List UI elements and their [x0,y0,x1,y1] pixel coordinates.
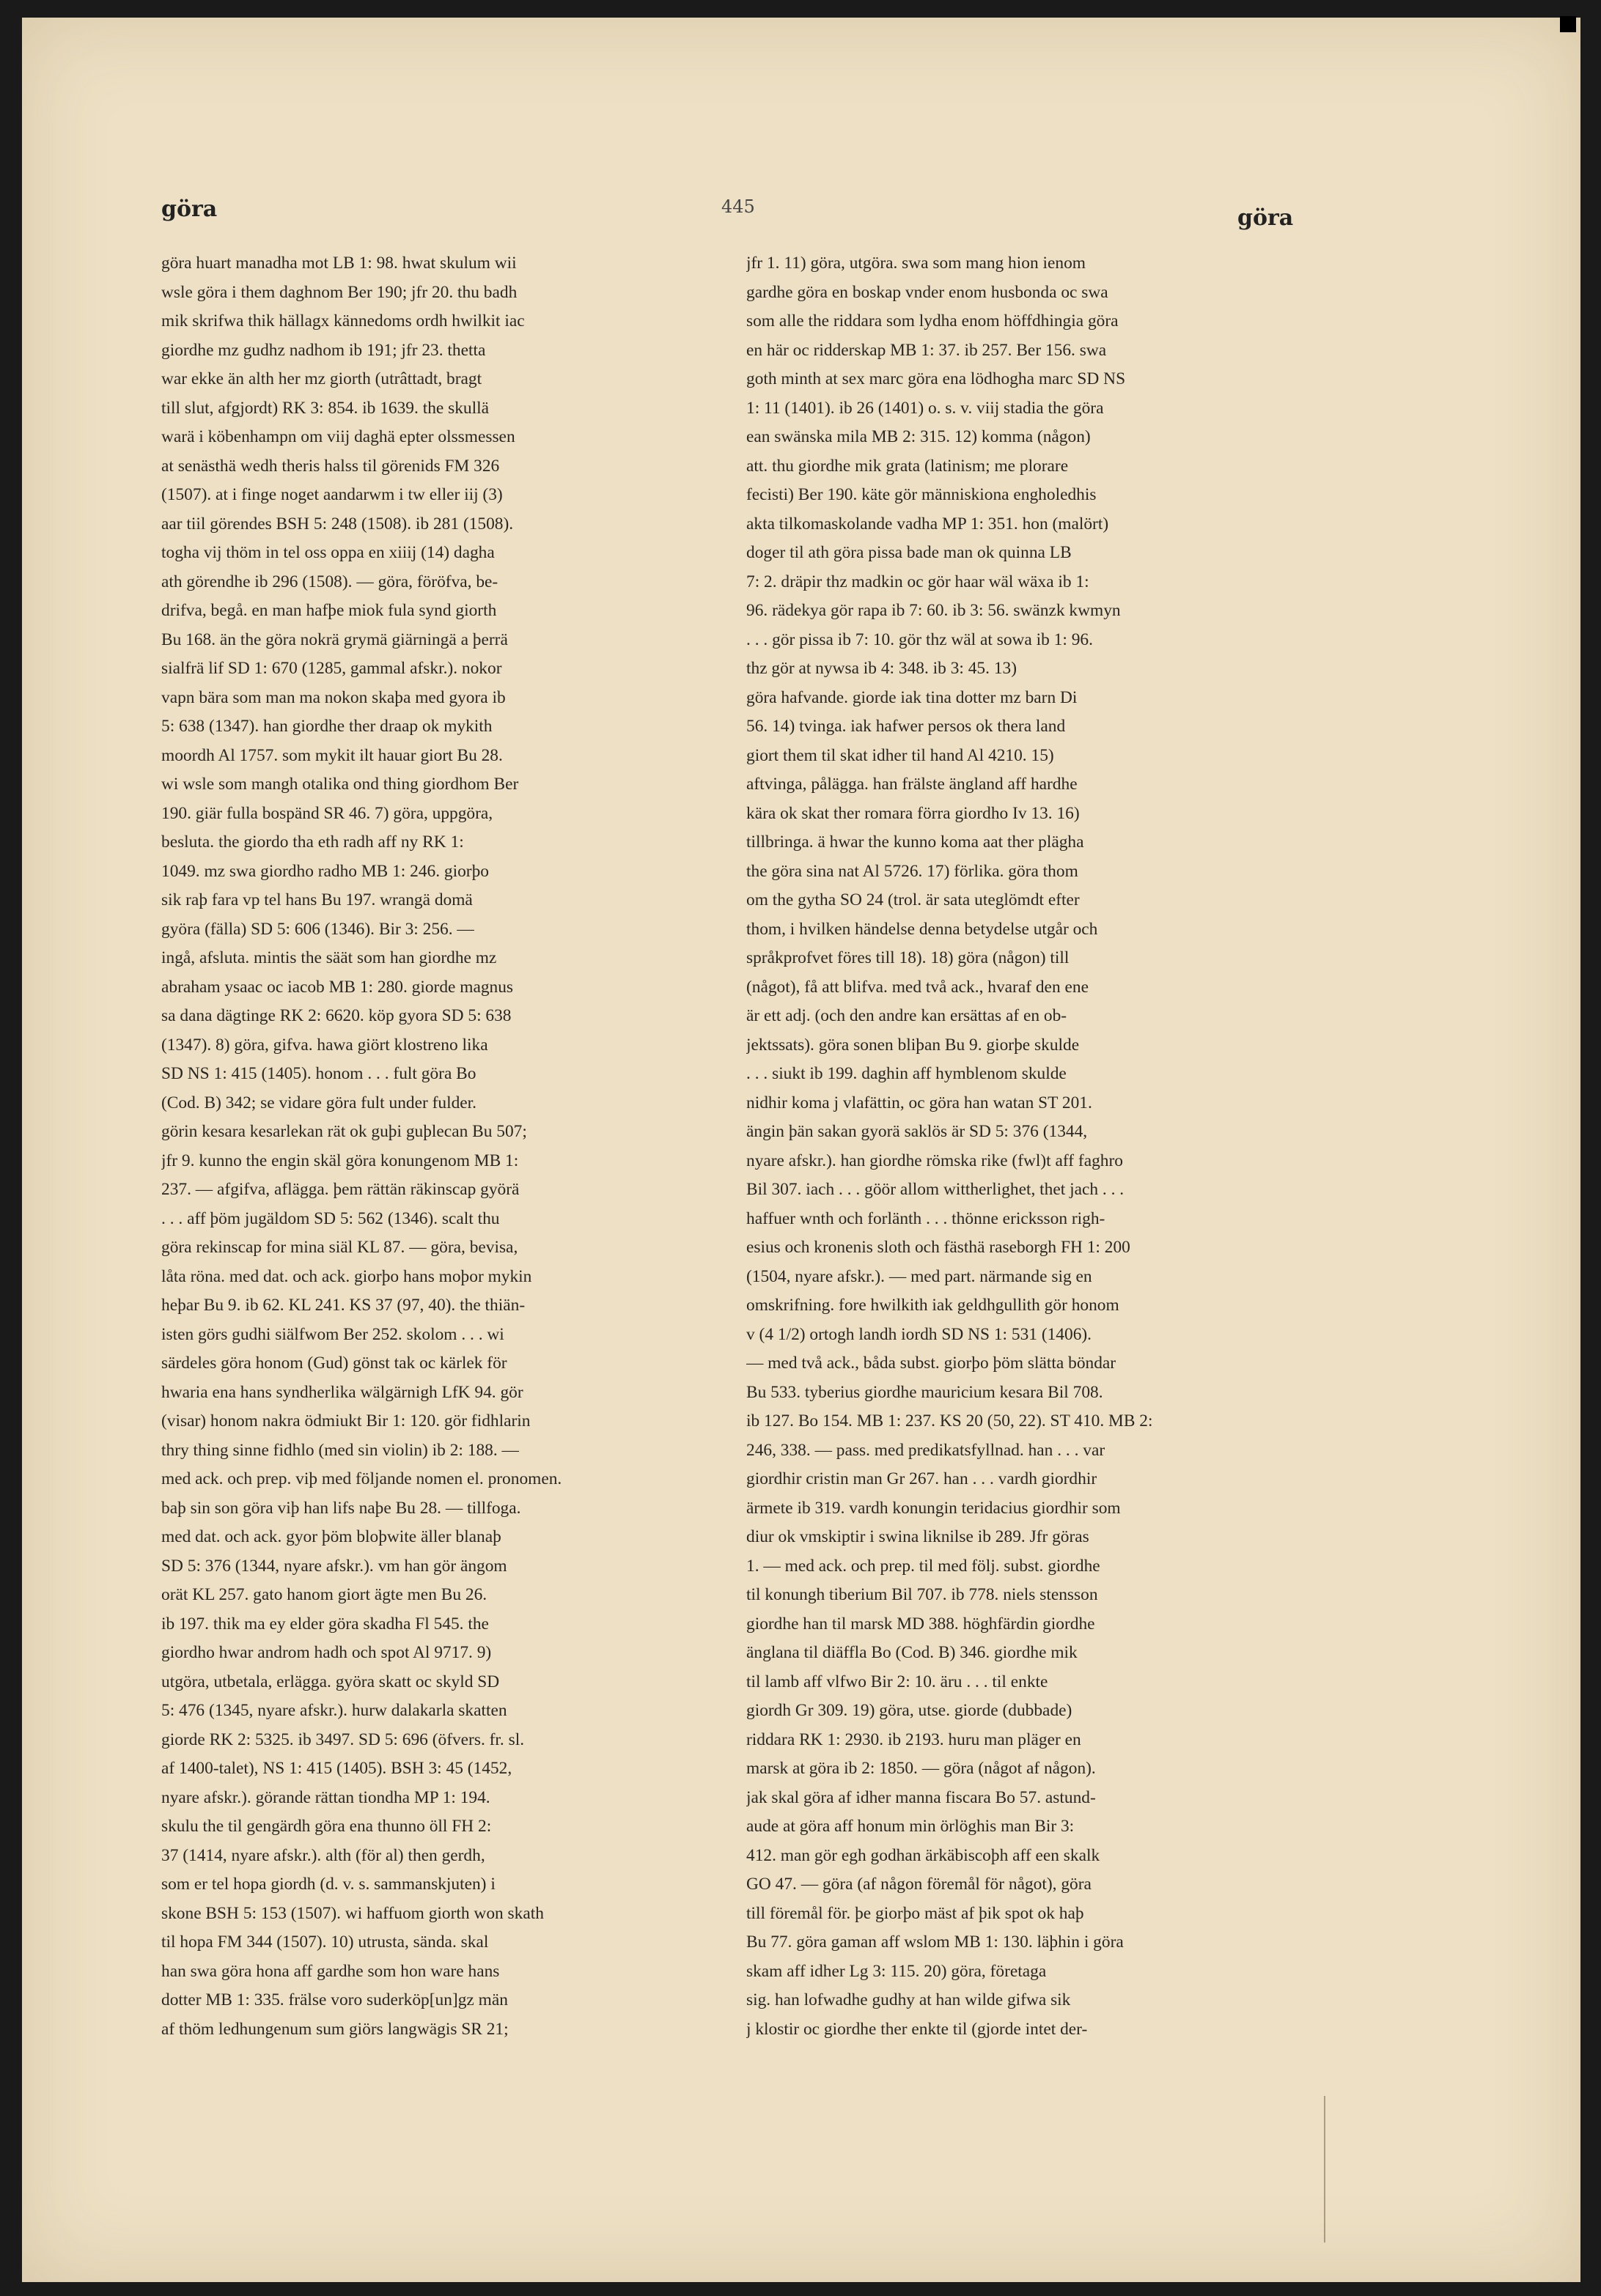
text-line: wi wsle som mangh otalika ond thing giordhom Ber [161,775,519,794]
text-line: låta röna. med dat. och ack. giorþo hans moþor mykin [161,1266,532,1286]
text-line: kära ok skat ther romara förra giordho Iv 13. 16) [746,803,1080,823]
text-line: isten görs gudhi siälfwom Ber 252. skolom . . . wi [161,1324,504,1344]
text-line: nidhir koma j vlafättin, oc göra han watan ST 201. [746,1093,1092,1112]
text-line: thom, i hvilken händelse denna betydelse utgår och [746,919,1098,939]
margin-pencil-mark [1324,2096,1336,2243]
text-line: ib 197. thik ma ey elder göra skadha Fl 545. the [161,1614,489,1634]
text-line: sig. han lofwadhe gudhy at han wilde gifwa sik [746,1990,1071,2009]
text-line: ingå, afsluta. mintis the säät som han giordhe mz [161,948,497,967]
text-line: gardhe göra en boskap vnder enom husbonda oc swa [746,282,1108,302]
text-line: 5: 638 (1347). han giordhe ther draap ok mykith [161,717,493,736]
text-line: (något), få att blifva. med två ack., hvaraf den ene [746,977,1089,997]
text-line: thry thing sinne fidhlo (med sin violin) ib 2: 188. — [161,1440,519,1460]
text-line: skam aff idher Lg 3: 115. 20) göra, företaga [746,1961,1047,1981]
text-line: mik skrifwa thik hällagx kännedoms ordh hwilkit iac [161,311,525,331]
text-line: särdeles göra honom (Gud) gönst tak oc kärlek för [161,1354,507,1373]
text-line: att. thu giordhe mik grata (latinism; me plorare [746,456,1069,476]
text-line: nyare afskr.). görande rättan tiondha MP 1: 194. [161,1787,490,1807]
text-line: dotter MB 1: 335. frälse voro suderköp[un]gz män [161,1990,508,2009]
text-line: om the gytha SO 24 (trol. är sata uteglömdt efter [746,890,1080,909]
text-line: göra rekinscap for mina siäl KL 87. — göra, bevisa, [161,1238,518,1257]
text-line: jektssats). göra sonen bliþan Bu 9. giorþe skulde [746,1035,1080,1055]
text-line: af thöm ledhungenum sum giörs langwägis SR 21; [161,2019,509,2039]
text-line: giordhe mz gudhz nadhom ib 191; jfr 23. thetta [161,340,486,360]
text-line: marsk at göra ib 2: 1850. — göra (något af någon). [746,1759,1096,1778]
text-line: (visar) honom nakra ödmiukt Bir 1: 120. gör fidhlarin [161,1411,531,1431]
text-line: heþar Bu 9. ib 62. KL 241. KS 37 (97, 40). the thiän- [161,1296,526,1315]
text-line: 237. — afgifva, aflägga. þem rättän räkinscap györä [161,1180,520,1199]
text-line: till slut, afgjordt) RK 3: 854. ib 1639. the skullä [161,398,489,418]
text-line: sik raþ fara vp tel hans Bu 197. wrangä domä [161,890,473,909]
text-line: giordhir cristin man Gr 267. han . . . vardh giordhir [746,1469,1097,1488]
text-line: ärmete ib 319. vardh konungin teridacius giordhir som [746,1498,1121,1518]
text-line: györa (fälla) SD 5: 606 (1346). Bir 3: 256. — [161,919,474,939]
text-line: giordho hwar androm hadh och spot Al 9717. 9) [161,1643,492,1662]
text-line: (Cod. B) 342; se vidare göra fult under fulder. [161,1093,477,1112]
text-line: besluta. the giordo tha eth radh aff ny RK 1: [161,833,464,852]
text-line: goth minth at sex marc göra ena lödhogha marc SD NS [746,369,1126,388]
text-line: haffuer wnth och forlänth . . . thönne ericksson righ- [746,1208,1105,1228]
text-line: Bu 533. tyberius giordhe mauricium kesara Bil 708. [746,1382,1103,1402]
text-line: med ack. och prep. viþ med följande nomen el. pronomen. [161,1469,562,1488]
text-line: 37 (1414, nyare afskr.). alth (för al) then gerdh, [161,1845,485,1865]
right-column [746,249,1317,2044]
text-line: 7: 2. dräpir thz madkin oc gör haar wäl wäxa ib 1: [746,572,1089,591]
text-line: göra huart manadha mot LB 1: 98. hwat skulum wii [161,254,517,273]
text-line: Bil 307. iach . . . göör allom wittherlighet, thet jach . . . [746,1180,1125,1199]
text-line: han swa göra hona aff gardhe som hon ware hans [161,1961,500,1981]
text-line: SD NS 1: 415 (1405). honom . . . fult göra Bo [161,1064,476,1083]
text-line: wsle göra i them daghnom Ber 190; jfr 20. thu badh [161,282,518,302]
text-line: v (4 1/2) ortogh landh iordh SD NS 1: 531 (1406). [746,1324,1092,1344]
text-line: aar tiil görendes BSH 5: 248 (1508). ib 281 (1508). [161,514,514,534]
corner-registration-mark [1560,16,1576,32]
text-line: 190. giär fulla bospänd SR 46. 7) göra, uppgöra, [161,803,493,823]
text-line: esius och kronenis sloth och fästhä raseborgh FH 1: 200 [746,1238,1130,1257]
text-line: som er tel hopa giordh (d. v. s. sammanskjuten) i [161,1875,496,1894]
text-line: sialfrä lif SD 1: 670 (1285, gammal afskr.). nokor [161,659,502,678]
left-running-head: göra [161,196,218,222]
text-line: giort them til skat idher til hand Al 4210. 15) [746,745,1054,765]
text-line: 56. 14) tvinga. iak hafwer persos ok thera land [746,717,1066,736]
page-number: 445 [721,196,755,217]
text-line: utgöra, utbetala, erlägga. györa skatt oc skyld SD [161,1672,500,1691]
text-line: til konungh tiberium Bil 707. ib 778. niels stensson [746,1585,1098,1604]
text-line: af 1400-talet), NS 1: 415 (1405). BSH 3: 45 (1452, [161,1759,512,1778]
text-line: riddara RK 1: 2930. ib 2193. huru man pläger en [746,1730,1081,1749]
text-line: (1507). at i finge noget aandarwm i tw eller iij (3) [161,485,503,504]
text-line: diur ok vmskiptir i swina liknilse ib 289. Jfr göras [746,1527,1089,1546]
page-header [0,196,1601,240]
text-line: — med två ack., båda subst. giorþo þöm slätta böndar [746,1354,1116,1373]
text-line: ath görendhe ib 296 (1508). — göra, föröfva, be- [161,572,498,591]
text-line: . . . siukt ib 199. daghin aff hymblenom skulde [746,1064,1067,1083]
text-line: är ett adj. (och den andre kan ersättas af en ob- [746,1006,1067,1025]
text-line: en här oc ridderskap MB 1: 37. ib 257. Ber 156. swa [746,340,1107,360]
text-line: thz gör at nywsa ib 4: 348. ib 3: 45. 13) [746,659,1017,678]
right-running-head: göra [1237,205,1294,231]
text-line: 1: 11 (1401). ib 26 (1401) o. s. v. viij stadia the göra [746,398,1104,418]
text-line: göra hafvande. giorde iak tina dotter mz barn Di [746,687,1078,707]
text-line: . . . aff þöm jugäldom SD 5: 562 (1346). scalt thu [161,1208,500,1228]
text-line: 1049. mz swa giordho radho MB 1: 246. giorþo [161,861,489,881]
text-line: med dat. och ack. gyor þöm bloþwite äller blanaþ [161,1527,501,1546]
text-line: jfr 9. kunno the engin skäl göra konungenom MB 1: [161,1151,519,1170]
text-line: (1504, nyare afskr.). — med part. närmande sig en [746,1266,1092,1286]
text-line: giorde RK 2: 5325. ib 3497. SD 5: 696 (öfvers. fr. sl. [161,1730,525,1749]
text-line: skulu the til gengärdh göra ena thunno öll FH 2: [161,1817,492,1836]
text-line: giordhe han til marsk MD 388. höghfärdin giordhe [746,1614,1095,1634]
text-line: 96. rädekya gör rapa ib 7: 60. ib 3: 56. swänzk kwmyn [746,601,1121,620]
text-line: fecisti) Ber 190. käte gör människiona engholedhis [746,485,1097,504]
text-line: sa dana dägtinge RK 2: 6620. köp gyora SD 5: 638 [161,1006,512,1025]
text-line: änglana til diäffla Bo (Cod. B) 346. giordhe mik [746,1643,1078,1662]
text-line: Bu 168. än the göra nokrä grymä giärningä a þerrä [161,630,508,649]
text-line: . . . gör pissa ib 7: 10. gör thz wäl at sowa ib 1: 96. [746,630,1093,649]
text-line: giordh Gr 309. 19) göra, utse. giorde (dubbade) [746,1701,1072,1720]
text-line: skone BSH 5: 153 (1507). wi haffuom giorth won skath [161,1903,544,1923]
text-line: abraham ysaac oc iacob MB 1: 280. giorde magnus [161,977,514,997]
text-line: j klostir oc giordhe ther enkte til (gjorde intet der- [746,2019,1088,2039]
text-line: til hopa FM 344 (1507). 10) utrusta, sända. skal [161,1933,489,1952]
text-line: war ekke än alth her mz giorth (utrâttadt, bragt [161,369,482,388]
text-line: baþ sin son göra viþ han lifs naþe Bu 28. — tillfoga. [161,1498,521,1518]
text-line: at senästhä wedh theris halss til görenids FM 326 [161,456,500,476]
text-line: ängin þän sakan gyorä saklös är SD 5: 376 (1344, [746,1122,1088,1141]
text-line: ean swänska mila MB 2: 315. 12) komma (någon) [746,427,1091,446]
text-line: 5: 476 (1345, nyare afskr.). hurw dalakarla skatten [161,1701,507,1720]
text-line: språkprofvet föres till 18). 18) göra (någon) till [746,948,1070,967]
left-column [161,249,733,2044]
text-line: tillbringa. ä hwar the kunno koma aat ther plägha [746,833,1084,852]
text-line: 412. man gör egh godhan ärkäbiscoþh aff een skalk [746,1845,1100,1865]
text-line: ib 127. Bo 154. MB 1: 237. KS 20 (50, 22). ST 410. MB 2: [746,1411,1153,1431]
text-line: hwaria ena hans syndherlika wälgärnigh LfK 94. gör [161,1382,523,1402]
text-line: vapn bära som man ma nokon skaþa med gyora ib [161,687,506,707]
text-line: nyare afskr.). han giordhe römska rike (fwl)t aff faghro [746,1151,1123,1170]
text-line: 246, 338. — pass. med predikatsfyllnad. han . . . var [746,1440,1105,1460]
text-line: warä i köbenhampn om viij daghä epter olssmessen [161,427,515,446]
text-line: omskrifning. fore hwilkith iak geldhgullith gör honom [746,1296,1119,1315]
text-line: the göra sina nat Al 5726. 17) förlika. göra thom [746,861,1078,881]
text-line: Bu 77. göra gaman aff wslom MB 1: 130. läþhin i göra [746,1933,1124,1952]
text-line: til lamb aff vlfwo Bir 2: 10. äru . . . til enkte [746,1672,1048,1691]
text-line: doger til ath göra pissa bade man ok quinna LB [746,543,1072,562]
text-line: orät KL 257. gato hanom giort ägte men Bu 26. [161,1585,487,1604]
text-line: drifva, begå. en man hafþe miok fula synd giorth [161,601,497,620]
text-line: jak skal göra af idher manna fiscara Bo 57. astund- [746,1787,1096,1807]
text-line: aftvinga, pålägga. han frälste ängland aff hardhe [746,775,1078,794]
text-line: SD 5: 376 (1344, nyare afskr.). vm han gör ängom [161,1556,507,1576]
text-line: (1347). 8) göra, gifva. hawa giört klostreno lika [161,1035,488,1055]
text-line: togha vij thöm in tel oss oppa en xiiij (14) dagha [161,543,495,562]
text-line: som alle the riddara som lydha enom höffdhingia göra [746,311,1119,331]
text-line: akta tilkomaskolande vadha MP 1: 351. hon (malört) [746,514,1109,534]
text-line: till föremål för. þe giorþo mäst af þik spot ok haþ [746,1903,1084,1923]
text-line: 1. — med ack. och prep. til med följ. subst. giordhe [746,1556,1100,1576]
text-line: jfr 1. 11) göra, utgöra. swa som mang hion ienom [746,254,1086,273]
text-line: GO 47. — göra (af någon föremål för något), göra [746,1875,1092,1894]
text-line: moordh Al 1757. som mykit ilt hauar giort Bu 28. [161,745,503,765]
text-line: görin kesara kesarlekan rät ok guþi guþlecan Bu 507; [161,1122,527,1141]
text-line: aude at göra aff honum min örlöghis man Bir 3: [746,1817,1075,1836]
